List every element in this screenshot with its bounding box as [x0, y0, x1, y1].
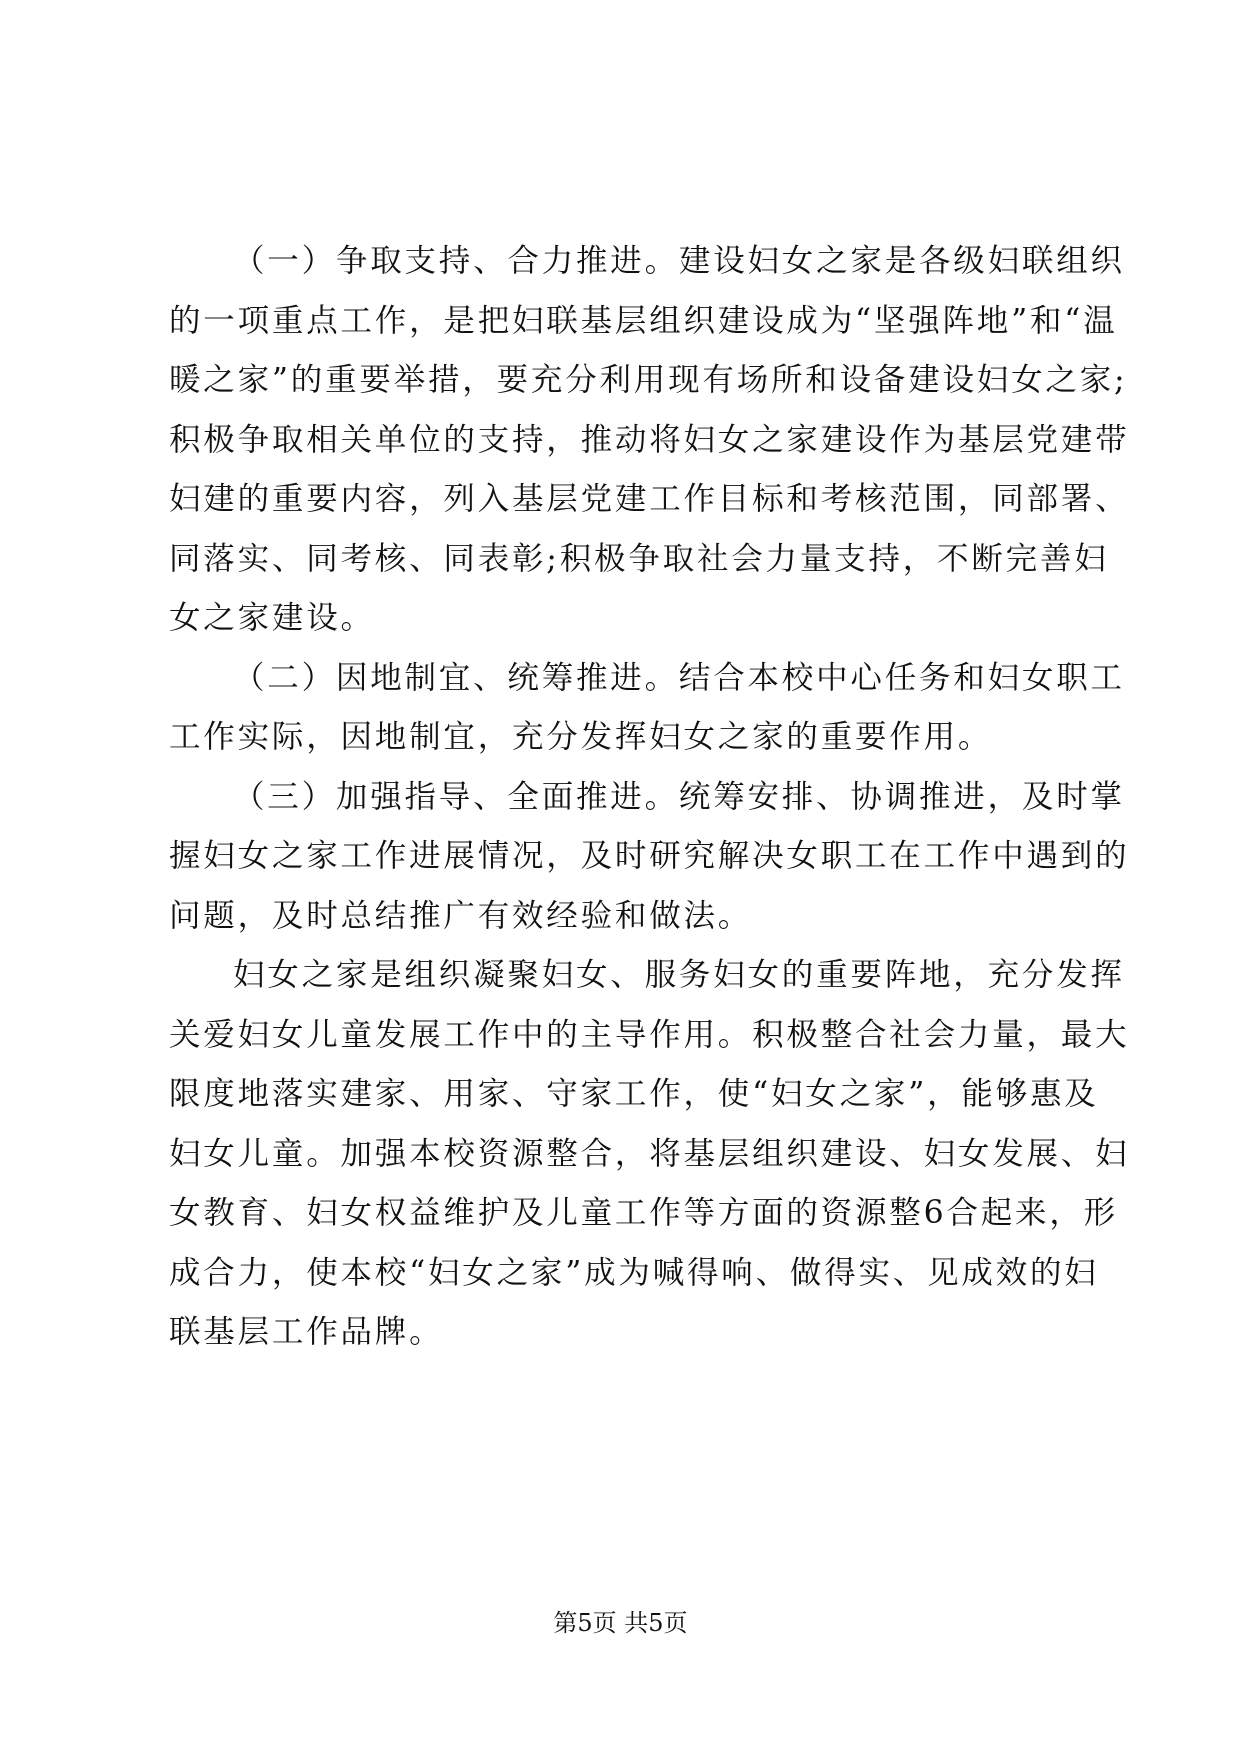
paragraph-1-line-7: 女之家建设。: [169, 600, 375, 636]
paragraph-4-line-1: 妇女之家是组织凝聚妇女、服务妇女的重要阵地，充分发挥: [233, 957, 1125, 993]
paragraph-3-line-2: 握妇女之家工作进展情况，及时研究解决女职工在工作中遇到的: [169, 838, 1130, 874]
paragraph-1-line-2: 的一项重点工作，是把妇联基层组织建设成为“坚强阵地”和“温: [169, 302, 1118, 339]
paragraph-3-line-3: 问题，及时总结推广有效经验和做法。: [169, 897, 753, 934]
page-footer: [0, 1608, 1241, 1638]
paragraph-4-line-6: 成合力，使本校“妇女之家”成为喊得响、做得实、见成效的妇: [169, 1254, 1099, 1291]
paragraph-1-line-4: 积极争取相关单位的支持，推动将妇女之家建设作为基层党建带: [169, 421, 1130, 458]
paragraph-4-line-4: 妇女儿童。加强本校资源整合，将基层组织建设、妇女发展、妇: [169, 1135, 1130, 1172]
paragraph-4-line-3: 限度地落实建家、用家、守家工作，使“妇女之家”，能够惠及: [169, 1076, 1099, 1112]
paragraph-4-line-7: 联基层工作品牌。: [169, 1314, 444, 1350]
paragraph-2-line-2: 工作实际，因地制宜，充分发挥妇女之家的重要作用。: [169, 719, 993, 755]
body-text: [169, 232, 1130, 1363]
paragraph-3-line-1: （三）加强指导、全面推进。统筹安排、协调推进，及时掌: [233, 778, 1125, 815]
paragraph-1-line-3: 暖之家”的重要举措，要充分利用现有场所和设备建设妇女之家;: [169, 362, 1128, 398]
page-number-label: 第5页 共5页: [553, 1609, 688, 1637]
paragraph-4-line-5: 女教育、妇女权益维护及儿童工作等方面的资源整6合起来，形: [169, 1195, 1118, 1231]
paragraph-2-line-1: （二）因地制宜、统筹推进。结合本校中心任务和妇女职工: [233, 659, 1125, 696]
paragraph-1-line-6: 同落实、同考核、同表彰;积极争取社会力量支持，不断完善妇: [169, 540, 1109, 577]
paragraph-1-line-5: 妇建的重要内容，列入基层党建工作目标和考核范围，同部署、: [169, 481, 1130, 517]
paragraph-4-line-2: 关爱妇女儿童发展工作中的主导作用。积极整合社会力量，最大: [169, 1016, 1130, 1053]
paragraph-1-line-1: （一）争取支持、合力推进。建设妇女之家是各级妇联组织: [233, 243, 1125, 279]
